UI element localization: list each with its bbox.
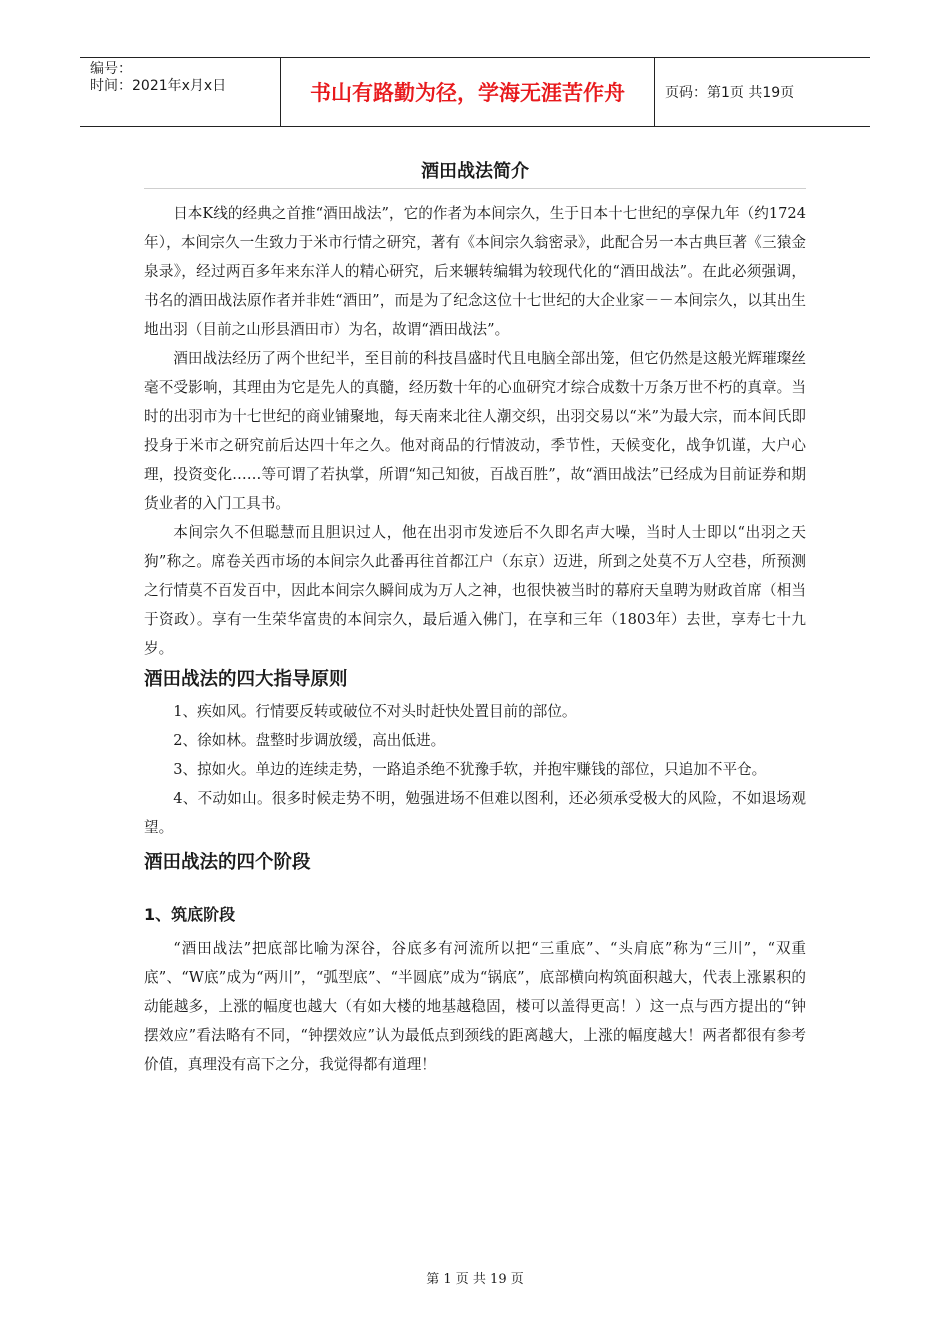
principle-item: 3、掠如火。单边的连续走势，一路追杀绝不犹豫手软，并抱牢赚钱的部位，只追加不平仓。	[173, 761, 767, 778]
page-header	[80, 57, 870, 127]
document-body	[144, 150, 806, 1079]
section-heading-stages: 酒田战法的四个阶段	[144, 852, 311, 873]
intro-paragraph-2: 酒田战法经历了两个世纪半，至目前的科技昌盛时代且电脑全部出笼，但它仍然是这般光辉璀璨丝毫不受影响，其理由为它是先人的真髓，经历数十年的心血研究才综合成数十万条万世不朽的真章。当时的出羽市为十七世纪的商业铺聚地，每天南来北往人潮交织，出羽交易以“米”为最大宗，而本间氏即投身于米市之研究前后达四十年之久。他对商品的行情波动，季节性，天候变化，战争饥谨，大户心理，投资变化……等可谓了若执掌，所谓“知己知彼，百战百胜”，故“酒田战法”已经成为目前证券和期货业者的入门工具书。	[144, 350, 806, 512]
intro-paragraph-1: 日本K线的经典之首推“酒田战法”，它的作者为本间宗久，生于日本十七世纪的享保九年（约1724年），本间宗久一生致力于米市行情之研究，著有《本间宗久翁密录》，此配合另一本古典巨著《三猿金泉录》，经过两百多年来东洋人的精心研究，后来辗转编辑为较现代化的“酒田战法”。在此必须强调，书名的酒田战法原作者并非姓“酒田”，而是为了纪念这位十七世纪的大企业家－－本间宗久，以其出生地出羽（目前之山形县酒田市）为名，故谓“酒田战法”。	[144, 205, 806, 338]
principle-item: 1、疾如风。行情要反转或破位不对头时赶快处置目前的部位。	[173, 703, 577, 720]
page-footer: 第 1 页 共 19 页	[426, 1272, 524, 1287]
time-label: 时间：2021年x月x日	[90, 78, 227, 94]
header-page-info: 页码：第1页 共19页	[665, 85, 795, 101]
document-title: 酒田战法简介	[421, 161, 529, 182]
bottoming-paragraph: “酒田战法”把底部比喻为深谷，谷底多有河流所以把“三重底”、“头肩底”称为“三川”，“双重底”、“W底”成为“两川”，“弧型底”、“半圆底”成为“锅底”，底部横向构筑面积越大，代表上涨累积的动能越多，上涨的幅度也越大（有如大楼的地基越稳固，楼可以盖得更高！）这一点与西方提出的“钟摆效应”看法略有不同，“钟摆效应”认为最低点到颈线的距离越大，上涨的幅度越大！两者都很有参考价值，真理没有高下之分，我觉得都有道理！	[144, 940, 806, 1073]
title-divider	[144, 188, 806, 189]
header-meta	[80, 58, 281, 126]
principle-item: 2、徐如林。盘整时步调放缓，高出低进。	[173, 732, 446, 749]
number-label: 编号：	[90, 61, 132, 77]
intro-paragraph-3: 本间宗久不但聪慧而且胆识过人，他在出羽市发迹后不久即名声大噪，当时人士即以“出羽之天狗”称之。席卷关西市场的本间宗久此番再往首都江户（东京）迈进，所到之处莫不万人空巷，所预测之行情莫不百发百中，因此本间宗久瞬间成为万人之神，也很快被当时的幕府天皇聘为财政首席（相当于资政）。享有一生荣华富贵的本间宗久，最后遁入佛门，在享和三年（1803年）去世，享寿七十九岁。	[144, 524, 806, 657]
principle-item: 4、不动如山。很多时候走势不明，勉强进场不但难以图利，还必须承受极大的风险，不如退场观望。	[144, 790, 806, 836]
header-motto: 书山有路勤为径，学海无涯苦作舟	[281, 58, 655, 126]
subheading-bottoming-stage: 1、筑底阶段	[144, 905, 236, 924]
section-heading-principles: 酒田战法的四大指导原则	[144, 669, 348, 690]
